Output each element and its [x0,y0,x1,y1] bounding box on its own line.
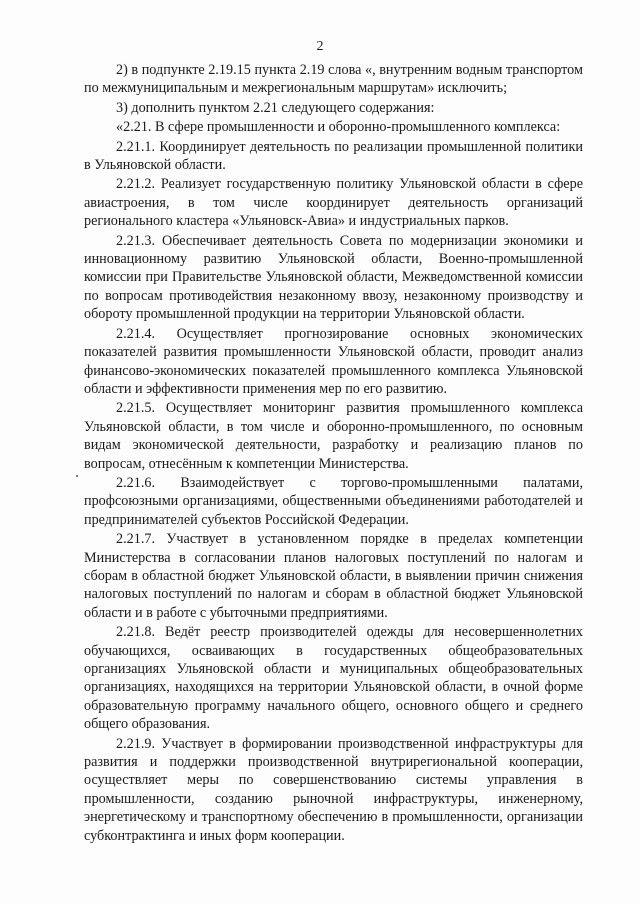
document-body [84,61,583,845]
paragraph-2-21-4: 2.21.4. Осуществляет прогнозирование основных экономических показателей развития промышленности Ульяновской области, проводит анализ финансово-экономических показателей промышленного комплекса Ульяновской области и эффективности применения мер по его развитию. [84,325,583,397]
paragraph-2-21-5: 2.21.5. Осуществляет мониторинг развития промышленного комплекса Ульяновской области, в том числе и оборонно-промышленного, по основным видам экономической деятельности, разработку и реализацию планов по вопросам, отнесённым к компетенции Министерства. [84,400,583,472]
paragraph-2-21-9: 2.21.9. Участвует в формировании производственной инфраструктуры для развития и поддержки производственной внутрирегиональной кооперации, осуществляет меры по совершенствованию системы управления в промышленности, созданию рыночной инфраструктуры, инженерному, энергетическому и транспортному обеспечению в промышленности, организации субконтрактинга и иных форм кооперации. [84,735,583,844]
paragraph-2-21-2: 2.21.2. Реализует государственную политику Ульяновской области в сфере авиастроения, в том числе координирует деятельность организаций регионального кластера «Ульяновск-Авиа» и индустриальных парков. [84,176,583,230]
paragraph-subitem-3: 3) дополнить пунктом 2.21 следующего содержания: [116,99,435,116]
paragraph-subitem-2: 2) в подпункте 2.19.15 пункта 2.19 слова «, внутренним водным транспортом по межмуниципальным и межрегиональным маршрутам» исключить; [84,62,583,97]
page-number: 2 [316,39,324,54]
paragraph-2-21-6: 2.21.6. Взаимодействует с торгово-промышленными палатами, профсоюзными организациями, общественными объединениями работодателей и предпринимателей субъектов Российской Федерации. [84,474,583,528]
paragraph-2-21-8: 2.21.8. Ведёт реестр производителей одежды для несовершеннолетних обучающихся, осваивающих в государственных общеобразовательных организациях Ульяновской области и муниципальных общеобразовательных организациях, находящихся на территории Ульяновской области, в очной форме образовательную программу начального общего, основного общего и среднего общего образования. [84,624,583,733]
scan-dot [76,475,78,477]
paragraph-2-21-1: 2.21.1. Координирует деятельность по реализации промышленной политики в Ульяновской области. [84,138,583,174]
paragraph-2-21-7: 2.21.7. Участвует в установленном порядке в пределах компетенции Министерства в согласовании планов налоговых поступлений по налогам и сборам в областной бюджет Ульяновской области, в выявлении причин снижения налоговых поступлений по налогам и сборам в областной бюджет Ульяновской области и в работе с убыточными предприятиями. [84,531,583,621]
paragraph-2-21-heading: «2.21. В сфере промышленности и оборонно-промышленного комплекса: [116,119,561,136]
paragraph-2-21-3: 2.21.3. Обеспечивает деятельность Совета по модернизации экономики и инновационному развитию Ульяновской области, Военно-промышленной комиссии при Правительстве Ульяновской области, Межведомственной комиссии по вопросам противодействия незаконному ввозу, незаконному производству и обороту промышленной продукции на территории Ульяновской области. [84,232,583,323]
